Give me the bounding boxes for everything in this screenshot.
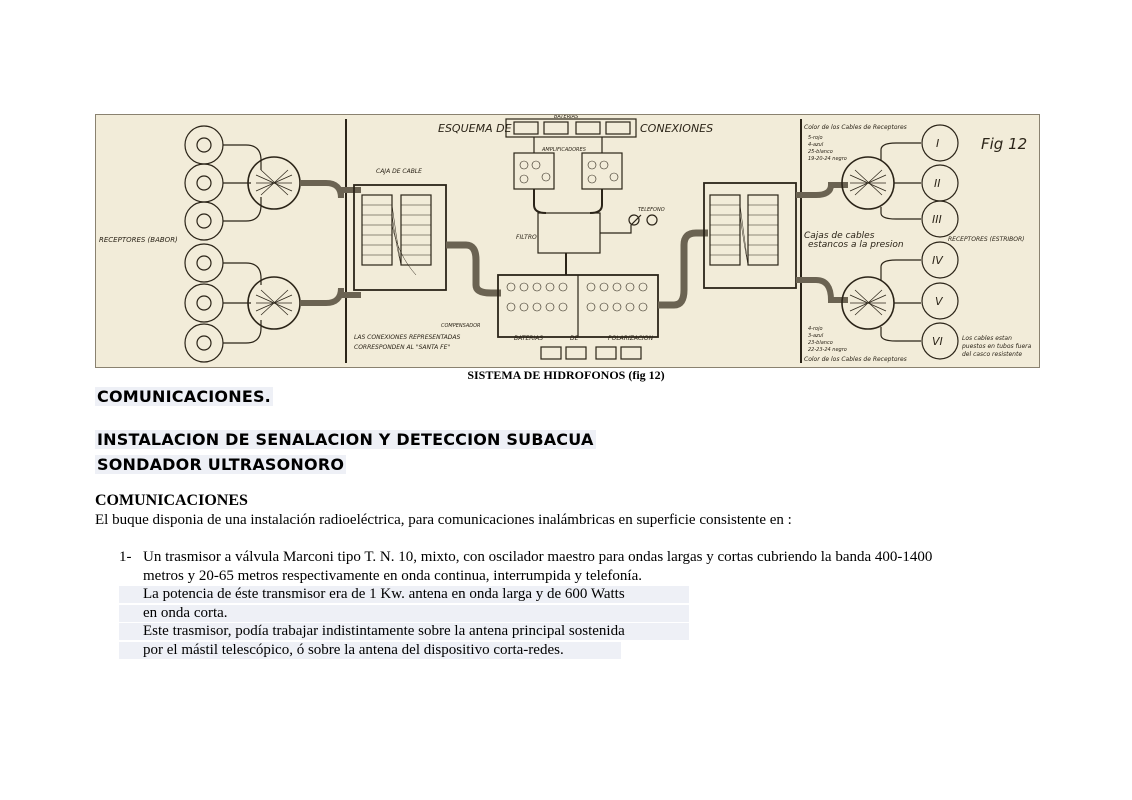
color-cables-bottom-1: 4-rojo: [808, 326, 823, 332]
heading-comunicaciones: COMUNICACIONES.: [97, 387, 271, 406]
receiver-number-6: VI: [932, 335, 943, 348]
color-cables-bottom-4: 22-23-24 negro: [808, 347, 847, 353]
receptores-estribor-label: RECEPTORES (ESTRIBOR): [948, 236, 1025, 243]
conexiones-note-1: LAS CONEXIONES REPRESENTADAS: [354, 334, 461, 341]
receptores-babor-label: RECEPTORES (BABOR): [99, 236, 178, 244]
color-cables-bottom-2: 3-azul: [808, 333, 824, 339]
cables-note-2: puestos en tubos fuera: [962, 343, 1032, 350]
color-cables-top-1: 5-rojo: [808, 135, 823, 141]
item-line-5: Este trasmisor, podía trabajar indistintamente sobre la antena principal sostenida: [119, 623, 689, 640]
fig-label: Fig 12: [981, 135, 1028, 153]
receiver-right-1: [922, 125, 958, 161]
intro-paragraph: El buque disponia de una instalación radioeléctrica, para comunicaciones inalámbricas en superficie consistente en :: [95, 512, 792, 528]
item-line-4: en onda corta.: [119, 605, 689, 622]
baterias-bottom-2: DE: [570, 335, 579, 342]
item-line-1: Un trasmisor a válvula Marconi tipo T. N. 10, mixto, con oscilador maestro para ondas largas y cortas cubriendo la banda 400-1400: [143, 549, 933, 565]
item-line-3: La potencia de éste transmisor era de 1 Kw. antena en onda larga y de 600 Watts: [119, 586, 689, 603]
receiver-left-4: [185, 244, 223, 282]
figure-caption: SISTEMA DE HIDROFONOS (fig 12): [467, 368, 665, 382]
color-cables-top-2: 4-azul: [808, 142, 824, 148]
color-cables-bottom-3: 23-blanco: [808, 340, 833, 346]
color-cables-top-4: 19-20-24 negro: [808, 156, 847, 162]
receiver-number-3: III: [932, 213, 942, 226]
telefono-label: TELEFONO: [638, 207, 665, 213]
receiver-left-6: [185, 324, 223, 362]
heading-sondador: SONDADOR ULTRASONORO: [97, 455, 345, 474]
receiver-left-2: [185, 164, 223, 202]
receiver-left-3: [185, 202, 223, 240]
color-cables-top-3: 25-blanco: [808, 149, 833, 155]
item-line-6: por el mástil telescópico, ó sobre la antena del dispositivo corta-redes.: [119, 642, 621, 659]
cajas-cables-1: Cajas de cables: [804, 231, 875, 241]
amplificadores-label: AMPLIFICADORES: [542, 147, 586, 153]
section-title: COMUNICACIONES: [95, 492, 248, 509]
baterias-bottom-1: BATERIAS: [514, 335, 544, 342]
receiver-left-5: [185, 284, 223, 322]
list-marker: 1-: [119, 549, 132, 565]
receiver-number-1: I: [936, 137, 940, 150]
baterias-bottom-3: POLARIZACION: [608, 335, 654, 342]
receiver-number-4: IV: [932, 254, 943, 267]
color-cables-top-title: Color de los Cables de Receptores: [804, 124, 907, 131]
heading-instalacion: INSTALACION DE SENALACION Y DETECCION SUBACUA: [97, 430, 594, 449]
conexiones-note-2: CORRESPONDEN AL "SANTA FE": [354, 344, 451, 351]
filtro-label: FILTRO: [516, 234, 537, 241]
cables-note-3: del casco resistente: [962, 351, 1023, 358]
cables-note-1: Los cables estan: [962, 335, 1012, 342]
receiver-number-5: V: [935, 295, 943, 308]
receiver-left-1: [185, 126, 223, 164]
cajas-cables-2: estancos a la presion: [808, 240, 904, 250]
receiver-number-2: II: [934, 177, 941, 190]
hydrophone-diagram: [95, 114, 1040, 368]
compensador-label: COMPENSADOR: [441, 323, 481, 329]
diagram-title-left: ESQUEMA DE: [438, 122, 512, 135]
item-line-2: metros y 20-65 metros respectivamente en onda continua, interrumpida y telefonía.: [143, 568, 643, 584]
diagram-title-right: CONEXIONES: [640, 122, 714, 135]
caja-de-cable-label: CAJA DE CABLE: [376, 168, 422, 175]
baterias-top-label: BATERIAS: [554, 115, 579, 120]
color-cables-bottom-title: Color de los Cables de Receptores: [804, 356, 907, 363]
